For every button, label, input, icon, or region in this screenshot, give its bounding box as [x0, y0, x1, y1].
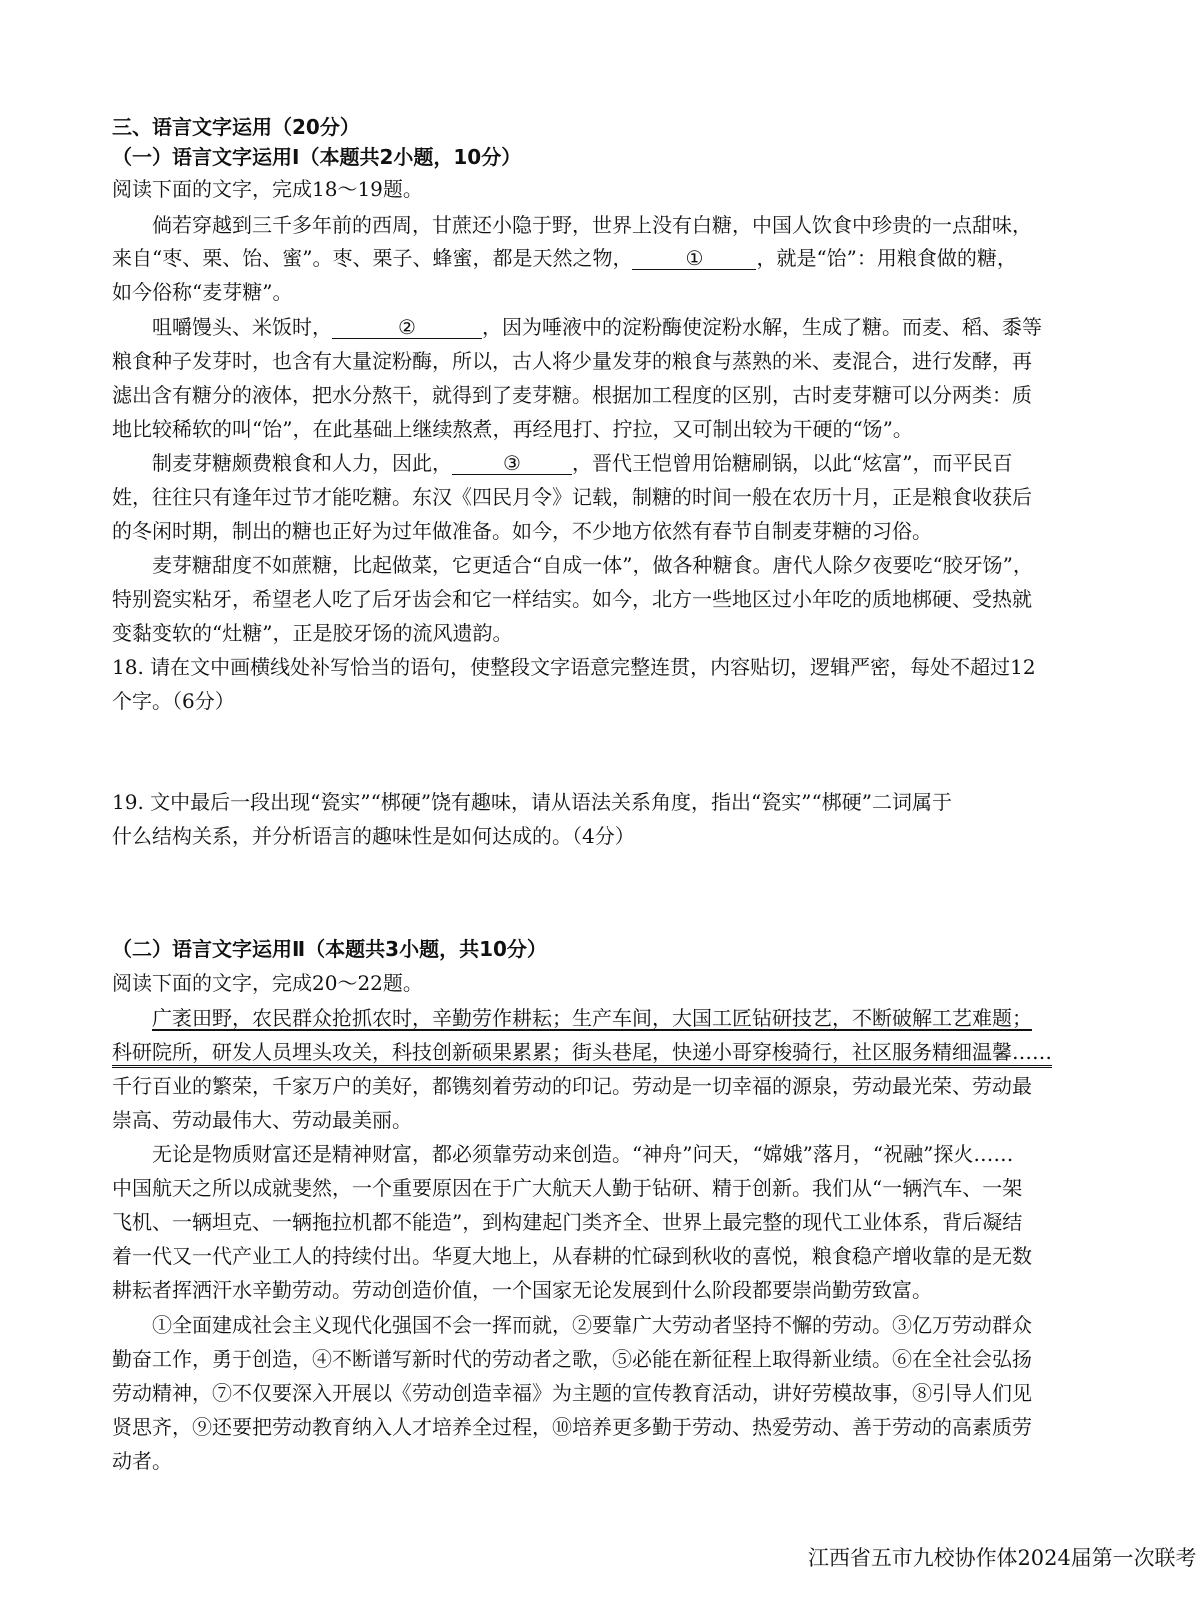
- part2-instruction: 阅读下面的文字，完成20～22题。: [112, 971, 423, 995]
- p6-line5: 耕耘者挥洒汗水辛勤劳动。劳动创造价值，一个国家无论发展到什么阶段都要崇尚勤劳致富。: [112, 1278, 932, 1302]
- p5-line2-ellipsis: ……: [1012, 1040, 1052, 1068]
- p5-line3: 千行百业的繁荣，千家万户的美好，都镌刻着劳动的印记。劳动是一切幸福的源泉，劳动最光荣、劳动最: [112, 1074, 1032, 1098]
- p4-line2: 特别瓷实粘牙，希望老人吃了后牙齿会和它一样结实。如今，北方一些地区过小年吃的质地梆硬、受热就: [112, 587, 1032, 611]
- p2-line4: 地比较稀软的叫“饴”，在此基础上继续熬煮，再经甩打、拧拉，又可制出较为干硬的“饧”。: [112, 417, 913, 441]
- p7-line2: 勤奋工作，勇于创造，④不断谱写新时代的劳动者之歌，⑤必能在新征程上取得新业绩。⑥在全社会弘扬: [112, 1347, 1032, 1371]
- p6-line3: 飞机、一辆坦克、一辆拖拉机都不能造”，到构建起门类齐全、世界上最完整的现代工业体系，背后凝结: [112, 1210, 1023, 1234]
- p3-line2: 姓，往往只有逢年过节才能吃糖。东汉《四民月令》记载，制糖的时间一般在农历十月，正是粮食收获后: [112, 485, 1032, 509]
- blank-3: ③: [452, 452, 572, 475]
- p1-line2-a: 来自“枣、栗、饴、蜜”。枣、栗子、蜂蜜，都是天然之物，: [112, 246, 633, 270]
- question-18-line2: 个字。（6分）: [112, 689, 235, 713]
- p1-line3: 如今俗称“麦芽糖”。: [112, 280, 293, 304]
- question-19-line2: 什么结构关系，并分析语言的趣味性是如何达成的。（4分）: [112, 824, 635, 848]
- p2-line2: 粮食种子发芽时，也含有大量淀粉酶，所以，古人将少量发芽的粮食与蒸熟的米、麦混合，进行发酵，再: [112, 349, 1032, 373]
- p7-line5: 动者。: [112, 1449, 172, 1473]
- part1-instruction: 阅读下面的文字，完成18～19题。: [112, 177, 423, 201]
- question-18-line1: 18. 请在文中画横线处补写恰当的语句，使整段文字语意完整连贯，内容贴切，逻辑严密，每处不超过12: [112, 655, 1036, 679]
- p5-line1: [152, 1004, 1032, 1032]
- p6-line2: 中国航天之所以成就斐然，一个重要原因在于广大航天人勤于钻研、精于创新。我们从“一辆汽车、一架: [112, 1176, 1023, 1200]
- blank-1: ①: [632, 247, 756, 270]
- p1-line2: [112, 244, 1017, 272]
- p4-line1: 麦芽糖甜度不如蔗糖，比起做菜，它更适合“自成一体”，做各种糖食。唐代人除夕夜要吃“胶牙饧”，: [152, 553, 1033, 577]
- p3-line1: [152, 449, 1012, 477]
- p6-line1: 无论是物质财富还是精神财富，都必须靠劳动来创造。“神舟”问天，“嫦娥”落月，“祝融”探火……: [152, 1142, 1014, 1166]
- p6-line4: 着一代又一代产业工人的持续付出。华夏大地上，从春耕的忙碌到秋收的喜悦，粮食稳产增收靠的是无数: [112, 1244, 1032, 1268]
- p2-line1: [152, 313, 1042, 341]
- page-footer: 江西省五市九校协作体2024届第一次联考: [808, 1546, 1197, 1570]
- p1-line2-b: ，就是“饴”：用粮食做的糖，: [756, 246, 1017, 270]
- p2-line3: 滤出含有糖分的液体，把水分熬干，就得到了麦芽糖。根据加工程度的区别，古时麦芽糖可以分两类：质: [112, 383, 1032, 407]
- p3-line3: 的冬闲时期，制出的糖也正好为过年做准备。如今，不少地方依然有春节自制麦芽糖的习俗。: [112, 519, 932, 543]
- part2-heading: （二）语言文字运用Ⅱ（本题共3小题，共10分）: [112, 937, 547, 961]
- part1-heading: （一）语言文字运用Ⅰ（本题共2小题，10分）: [112, 145, 522, 169]
- blank-2: ②: [332, 316, 482, 339]
- p2-line1-a: 咀嚼馒头、米饭时，: [152, 315, 332, 339]
- p3-line1-b: ，晋代王恺曾用饴糖刷锅，以此“炫富”，而平民百: [572, 451, 1013, 475]
- p5-line1-underlined: 广袤田野，农民群众抢抓农时，辛勤劳作耕耘；生产车间，大国工匠钻研技艺，不断破解工艺难题；: [152, 1006, 1032, 1030]
- p3-line1-a: 制麦芽糖颇费粮食和人力，因此，: [152, 451, 452, 475]
- p5-line2-underlined: 科研院所，研发人员埋头攻关，科技创新硕果累累；街头巷尾，快递小哥穿梭骑行，社区服务精细温馨: [112, 1040, 1012, 1068]
- p2-line1-b: ，因为唾液中的淀粉酶使淀粉水解，生成了糖。而麦、稻、黍等: [482, 315, 1042, 339]
- p7-line1: ①全面建成社会主义现代化强国不会一挥而就，②要靠广大劳动者坚持不懈的劳动。③亿万劳动群众: [152, 1313, 1032, 1337]
- p7-line4: 贤思齐，⑨还要把劳动教育纳入人才培养全过程，⑩培养更多勤于劳动、热爱劳动、善于劳动的高素质劳: [112, 1415, 1032, 1439]
- p7-line3: 劳动精神，⑦不仅要深入开展以《劳动创造幸福》为主题的宣传教育活动，讲好劳模故事，⑧引导人们见: [112, 1381, 1032, 1405]
- question-19-line1: 19. 文中最后一段出现“瓷实”“梆硬”饶有趣味，请从语法关系角度，指出“瓷实”“梆硬”二词属于: [112, 790, 952, 814]
- p5-line2: [112, 1038, 1052, 1066]
- section-heading: 三、语言文字运用（20分）: [112, 115, 360, 139]
- p1-line1: 倘若穿越到三千多年前的西周，甘蔗还小隐于野，世界上没有白糖，中国人饮食中珍贵的一点甜味，: [152, 213, 1032, 237]
- p4-line3: 变黏变软的“灶糖”，正是胶牙饧的流风遗韵。: [112, 621, 513, 645]
- p5-line4: 崇高、劳动最伟大、劳动最美丽。: [112, 1108, 412, 1132]
